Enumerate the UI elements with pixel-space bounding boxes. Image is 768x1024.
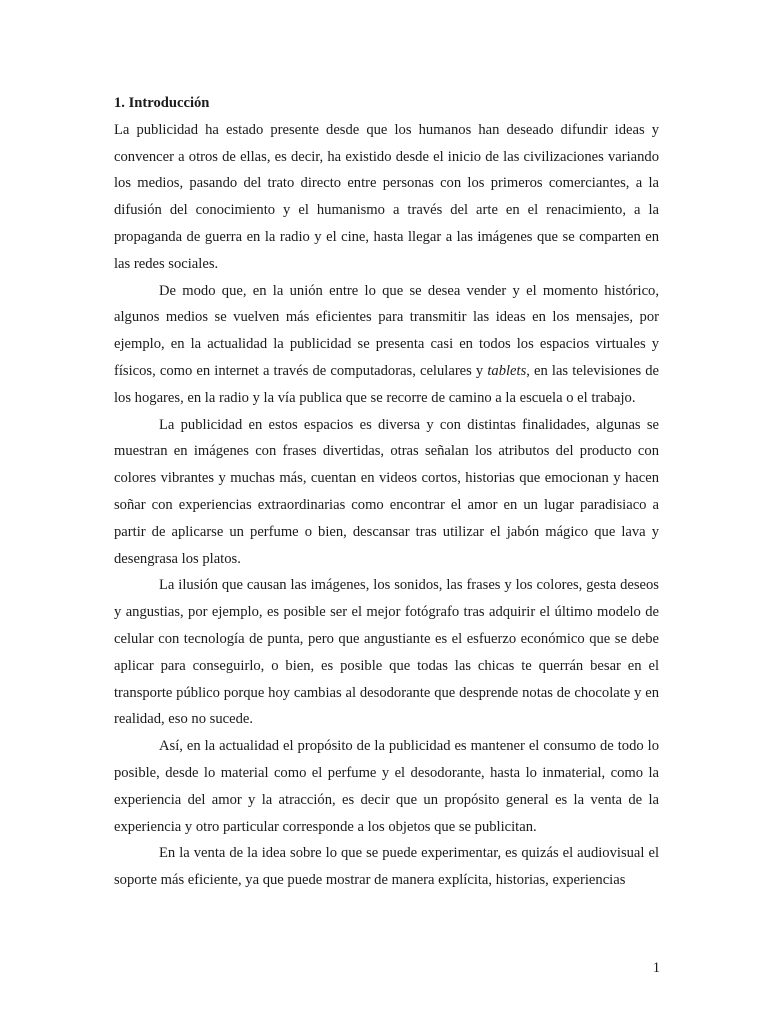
document-body <box>114 90 659 894</box>
paragraph-5: Así, en la actualidad el propósito de la publicidad es mantener el consumo de todo lo posible, desde lo material como el perfume y el desodorante, hasta lo inmaterial, como la experiencia del amor y la atracción, es decir que un propósito general es la venta de la experiencia y otro particular corresponde a los objetos que se publicitan. <box>114 738 659 835</box>
paragraph-3: La publicidad en estos espacios es diversa y con distintas finalidades, algunas se muestran en imágenes con frases divertidas, otras señalan los atributos del producto con colores vibrantes y muchas más, cuentan en videos cortos, historias que emocionan y hacen soñar con experiencias extraordinarias como encontrar el amor en un lugar paradisiaco a partir de aplicarse un perfume o bien, descansar tras utilizar el jabón mágico que lava y desengrasa los platos. <box>114 416 659 567</box>
page-number: 1 <box>652 960 660 976</box>
paragraph-1: La publicidad ha estado presente desde que los humanos han deseado difundir ideas y convencer a otros de ellas, es decir, ha existido desde el inicio de las civilizaciones variando los medios, pasando del trato directo entre personas con los primeros comerciantes, a la difusión del conocimiento y el humanismo a través del arte en el renacimiento, a la propaganda de guerra en la radio y el cine, hasta llegar a las imágenes que se comparten en las redes sociales. <box>114 121 659 272</box>
paragraph-2 <box>114 278 659 412</box>
paragraph-6: En la venta de la idea sobre lo que se puede experimentar, es quizás el audiovisual el soporte más eficiente, ya que puede mostrar de manera explícita, historias, experiencias <box>114 845 659 889</box>
paragraph-4: La ilusión que causan las imágenes, los sonidos, las frases y los colores, gesta deseos y angustias, por ejemplo, es posible ser el mejor fotógrafo tras adquirir el último modelo de celular con tecnología de punta, pero que angustiante es el esfuerzo económico que se debe aplicar para conseguirlo, o bien, es posible que todas las chicas te querrán besar en el transporte público porque hoy cambias al desodorante que desprende notas de chocolate y en realidad, eso no sucede. <box>114 577 659 728</box>
section-heading: 1. Introducción <box>114 95 210 111</box>
paragraph-2-italic-term: tablets <box>487 362 527 379</box>
paragraph-2-text-before: De modo que, en la unión entre lo que se desea vender y el momento histórico, algunos medios se vuelven más eficientes para transmitir las ideas en los mensajes, por ejemplo, en la actualidad la publicidad se presenta casi en todos los espacios virtuales y físicos, como en internet a través de computadoras, celulares y <box>114 282 659 379</box>
paragraph-2-text-after: , en las televisiones de los hogares, en la radio y la vía publica que se recorre de camino a la escuela o el trabajo. <box>114 362 659 406</box>
